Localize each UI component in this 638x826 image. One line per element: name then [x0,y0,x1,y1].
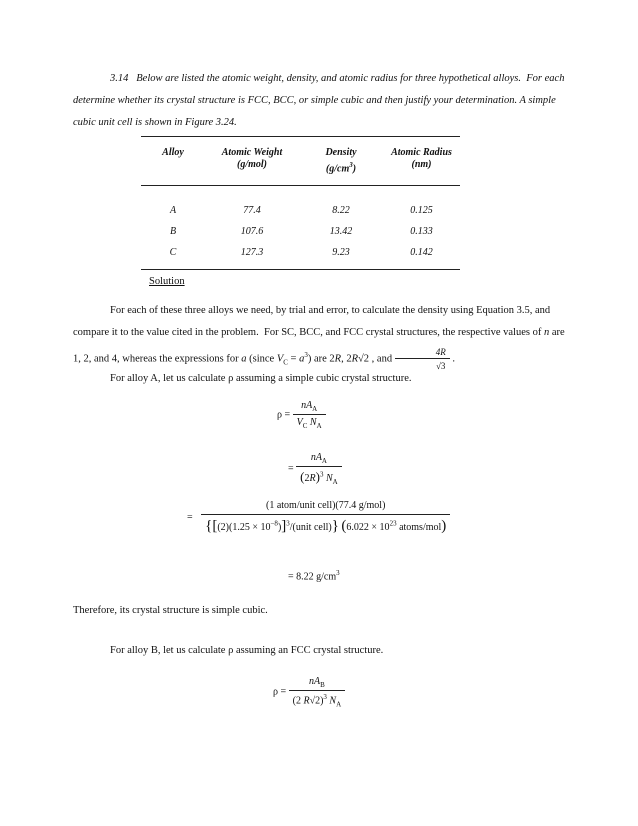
para-alloy-a: For alloy A, let us calculate ρ assuming a simple cubic crystal structure. [110,373,412,384]
problem-statement [73,68,568,134]
equation-density-sc: = $\frac{nA_A}{(2R)^3 N_A}$ [288,452,342,486]
table-row: B 107.6 13.42 0.133 [169,226,433,238]
table-row: A 77.4 8.22 0.125 [169,205,433,217]
header-atomic-weight: Atomic Weight (g/mol) [205,137,299,186]
problem-number: 3.14 [110,73,129,84]
para-method: For each of these three alloys we need, by trial and error, to calculate the density using Equation 3.5, and compare it to the value cited in the problem. For SC, BCC, and FCC crystal structures, the respective values of n are 1, 2, and 4, whereas the expressions for a (since $V_C = a^3$) are 2R, 2R√2 , and $\frac{4R}{√3}$ . [73,305,565,372]
header-alloy: Alloy [141,137,205,186]
table-header-row [141,137,460,186]
equation-result-a: = 8.22 $g/cm^3$ [288,569,340,583]
header-density: Density $(g/cm^3)$ [299,137,383,186]
header-atomic-radius: Atomic Radius (nm) [383,137,460,186]
conclusion-alloy-a: Therefore, its crystal structure is simple cubic. [73,605,268,616]
problem-text: Below are listed the atomic weight, density, and atomic radius for three hypothetical alloys. For each determine whether its crystal structure is FCC, BCC, or simple cubic and then justify your determination. A simple cubic unit cell is shown in Figure 3.24. [73,73,565,128]
table-row: C 127.3 9.23 0.142 [141,242,460,270]
equation-density-numeric: = $\frac{\text{(1 atom/unit cell)(77.4 g/mol)}}{\{[(2)(1.25 \times 10^{-8})]^3/(unit cell)\} (6.022 \times 10^{23} atoms/mol)}$ [187,500,450,535]
alloy-table [141,136,460,270]
para-alloy-b: For alloy B, let us calculate ρ assuming an FCC crystal structure. [110,645,384,656]
equation-density-general: ρ = $\frac{nA_A}{V_C N_A}$ [277,400,326,430]
equation-density-fcc: ρ = $\frac{nA_B}{(2 R√2)^3 N_A}$ [273,676,345,708]
solution-label: Solution [149,276,185,287]
